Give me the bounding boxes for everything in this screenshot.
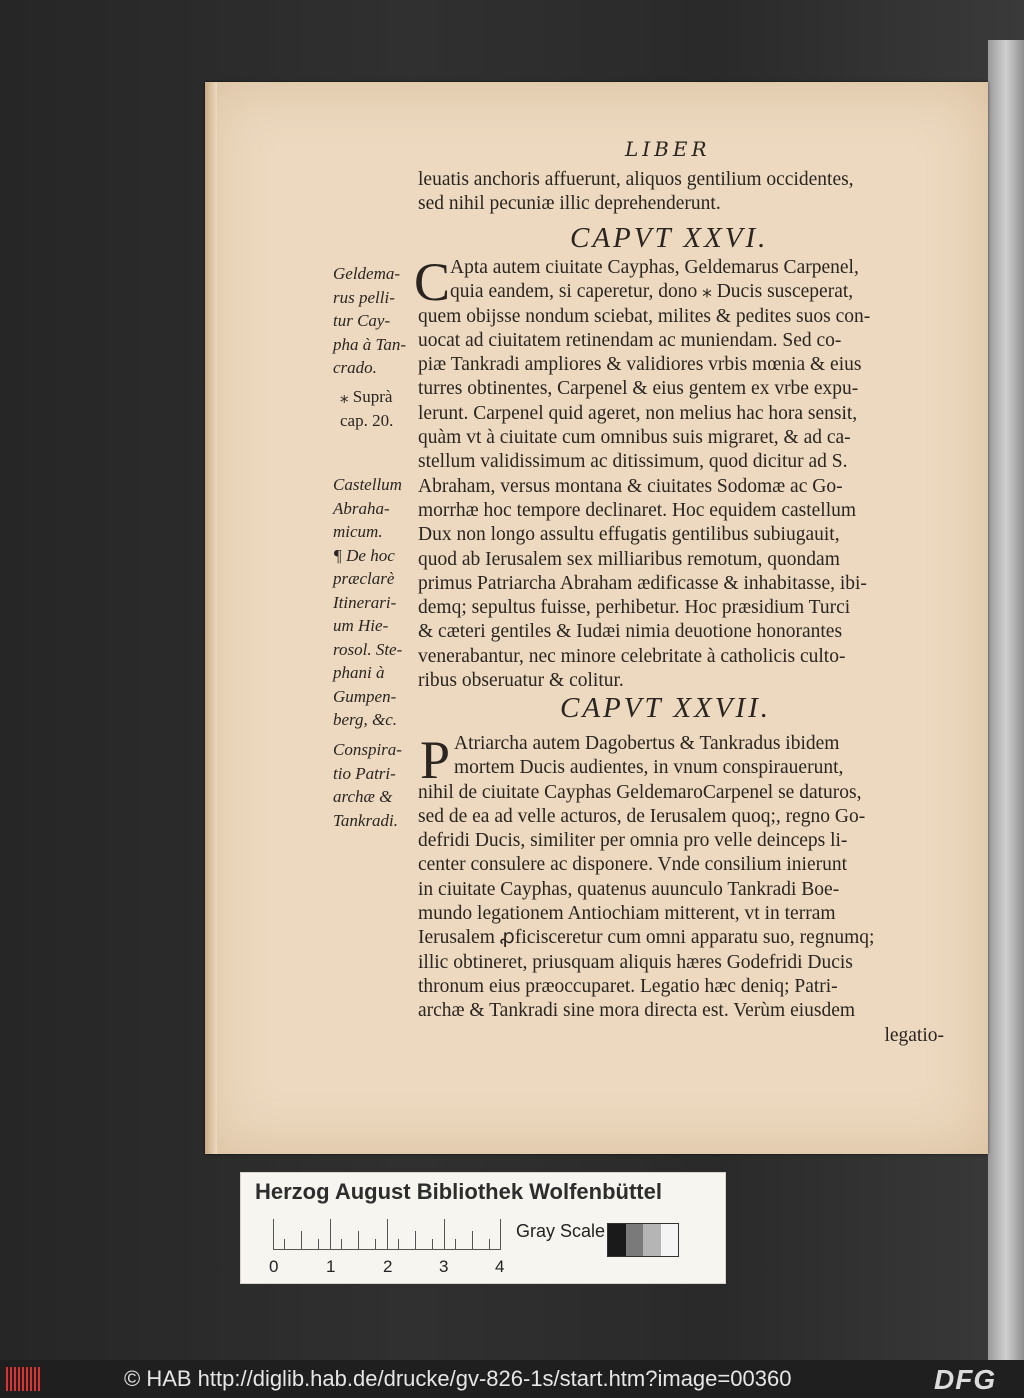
text-line: mortem Ducis audientes, in vnum conspirauerunt, [454,757,844,779]
margin-line: Gumpen- [333,686,397,706]
margin-note-conspiratio [333,738,423,832]
ruler-tick [273,1219,274,1249]
margin-line: Itinerari- [333,592,397,612]
margin-line: Geldema- [333,264,401,283]
text-line: piæ Tankradi ampliores & validiores vrbis mœnia & eius [418,354,862,376]
margin-line: Tankradi. [333,810,399,830]
chapter-27-heading: CAPVT XXVII. [560,692,772,724]
margin-line: berg, &c. [333,710,398,729]
page-gutter-shadow [205,82,217,1154]
ruler-tick [375,1239,376,1249]
ruler-number: 2 [383,1257,393,1276]
margin-note-geldemarus [333,262,423,380]
gray-scale-swatches [607,1223,679,1257]
margin-line: pha à Tan- [333,334,407,354]
text-line: leuatis anchoris affuerunt, aliquos gentilium occidentes, [418,169,854,190]
dfg-logo: DFG [934,1364,997,1395]
gray-swatch [608,1224,626,1256]
intro-text [418,168,958,217]
margin-line: rus pelli- [333,287,395,307]
margin-line: Castellum [333,475,402,494]
text-line: archæ & Tankradi sine mora directa est. Verùm eiusdem [418,1000,856,1022]
margin-line: tur Cay- [333,311,391,330]
text-line: primus Patriarcha Abraham ædificasse & inhabitasse, ibi- [418,572,867,594]
ruler-tick [341,1239,342,1249]
text-line: quod ab Ierusalem sex milliaribus remotum, quondam [418,548,840,570]
ruler-number: 1 [326,1257,336,1276]
text-line: defridi Ducis, similiter per omnia pro velle deinceps li- [418,830,848,852]
margin-line: crado. [333,358,377,377]
library-name: Herzog August Bibliothek Wolfenbüttel [255,1179,662,1204]
text-line: & cæteri gentiles & Iudæi nimia deuotione honorantes [418,621,843,643]
ruler-number: 0 [269,1257,279,1276]
footer-bar [0,1360,1024,1398]
margin-line: cap. 20. [340,410,394,430]
ruler-tick [398,1239,399,1249]
text-line: quia eandem, si caperetur, dono ⁎ Ducis susceperat, [450,281,854,303]
gray-swatch [661,1224,679,1256]
ruler-tick [318,1239,319,1249]
ruler-tick [387,1219,388,1249]
text-line: quàm vt à ciuitate cum omnibus suis migraret, & ad ca- [418,427,851,449]
text-line: sed nihil pecuniæ illic deprehenderunt. [418,193,721,215]
color-target-card [240,1172,726,1284]
margin-line: ⁎ Suprà [340,387,393,406]
margin-line: rosol. Ste- [333,639,403,659]
text-line: uocat ad ciuitatem retinendam ac muniendam. Sed co- [418,329,842,351]
text-line: Abraham, versus montana & ciuitates Sodomæ ac Go- [418,475,843,497]
margin-note-reference [340,385,430,432]
text-line: venerabantur, nec minore celebritate à catholicis culto- [418,645,846,667]
margin-line: archæ & [333,787,393,806]
text-line: stellum validissimum ac ditissimum, quod dicitur ad S. [418,451,848,473]
text-line: center consulere ac disponere. Vnde consilium inierunt [418,854,848,876]
chapter-26-text [418,256,958,693]
ruler-tick [415,1231,416,1249]
margin-line: tio Patri- [333,763,396,783]
ruler-tick [472,1231,473,1249]
source-url[interactable]: © HAB http://diglib.hab.de/drucke/gv-826-1s/start.htm?image=00360 [124,1366,792,1391]
chapter-26-dropcap: C [414,252,451,312]
ruler-tick [455,1239,456,1249]
ruler-number: 3 [439,1257,449,1276]
text-line: thronum eius præoccuparet. Legatio hæc deniq; Patri- [418,975,838,997]
chapter-27-text [418,732,958,1048]
text-line: quem obijsse nondum sciebat, milites & pedites suos con- [418,305,871,327]
text-line: turres obtinentes, Carpenel & eius gentem ex vrbe expu- [418,378,859,400]
scanner-edge [988,40,1024,1360]
catchword: legatio- [884,1024,944,1046]
text-line: demq; sepultus fuisse, perhibetur. Hoc præsidium Turci [418,597,851,619]
text-line: in ciuitate Cayphas, quatenus auunculo Tankradi Boe- [418,878,840,900]
text-line: ribus obseruatur & colitur. [418,670,624,692]
chapter-27-dropcap: P [420,730,451,790]
text-line: Dux non longo assultu effugatis gentilibus subiugauit, [418,524,840,546]
text-line: Atriarcha autem Dagobertus & Tankradus ibidem [454,733,840,754]
chapter-26-heading: CAPVT XXVI. [570,222,769,254]
text-line: mundo legationem Antiochiam mitterent, vt in terram [418,903,836,925]
ruler-tick [500,1219,501,1249]
ruler-tick [444,1219,445,1249]
margin-line: præclarè [333,569,395,588]
gray-swatch [626,1224,644,1256]
text-line: morrhæ hoc tempore declinaret. Hoc equidem castellum [418,499,857,521]
margin-line: ¶ De hoc [333,545,395,565]
ruler-tick [489,1239,490,1249]
ruler-number: 4 [495,1257,505,1276]
text-line: Ierusalem ꝓficisceretur cum omni apparatu suo, regnumq; [418,927,875,949]
text-line: lerunt. Carpenel quid ageret, non melius hac hora sensit, [418,402,858,424]
text-line: nihil de ciuitate Cayphas GeldemaroCarpenel se daturos, [418,781,862,803]
text-line: sed de ea ad velle acturos, de Ierusalem quoq;, regno Go- [418,805,866,827]
ruler-scale [273,1219,501,1250]
ruler-tick [432,1239,433,1249]
margin-line: micum. [333,522,383,541]
margin-line: um Hie- [333,616,389,635]
margin-line: Abraha- [333,498,390,518]
running-head: LIBER [625,137,711,161]
text-line: illic obtineret, priusquam aliquis hæres Godefridi Ducis [418,951,853,973]
margin-line: phani à [333,663,385,682]
ruler-tick [284,1239,285,1249]
margin-note-castellum [333,473,423,732]
gray-swatch [643,1224,661,1256]
gray-scale-label: Gray Scale [516,1221,606,1241]
ruler-tick [358,1231,359,1249]
hab-logo-icon [6,1367,42,1391]
text-line: Apta autem ciuitate Cayphas, Geldemarus Carpenel, [450,257,859,278]
ruler-tick [330,1219,331,1249]
margin-line: Conspira- [333,740,402,759]
ruler-tick [301,1231,302,1249]
